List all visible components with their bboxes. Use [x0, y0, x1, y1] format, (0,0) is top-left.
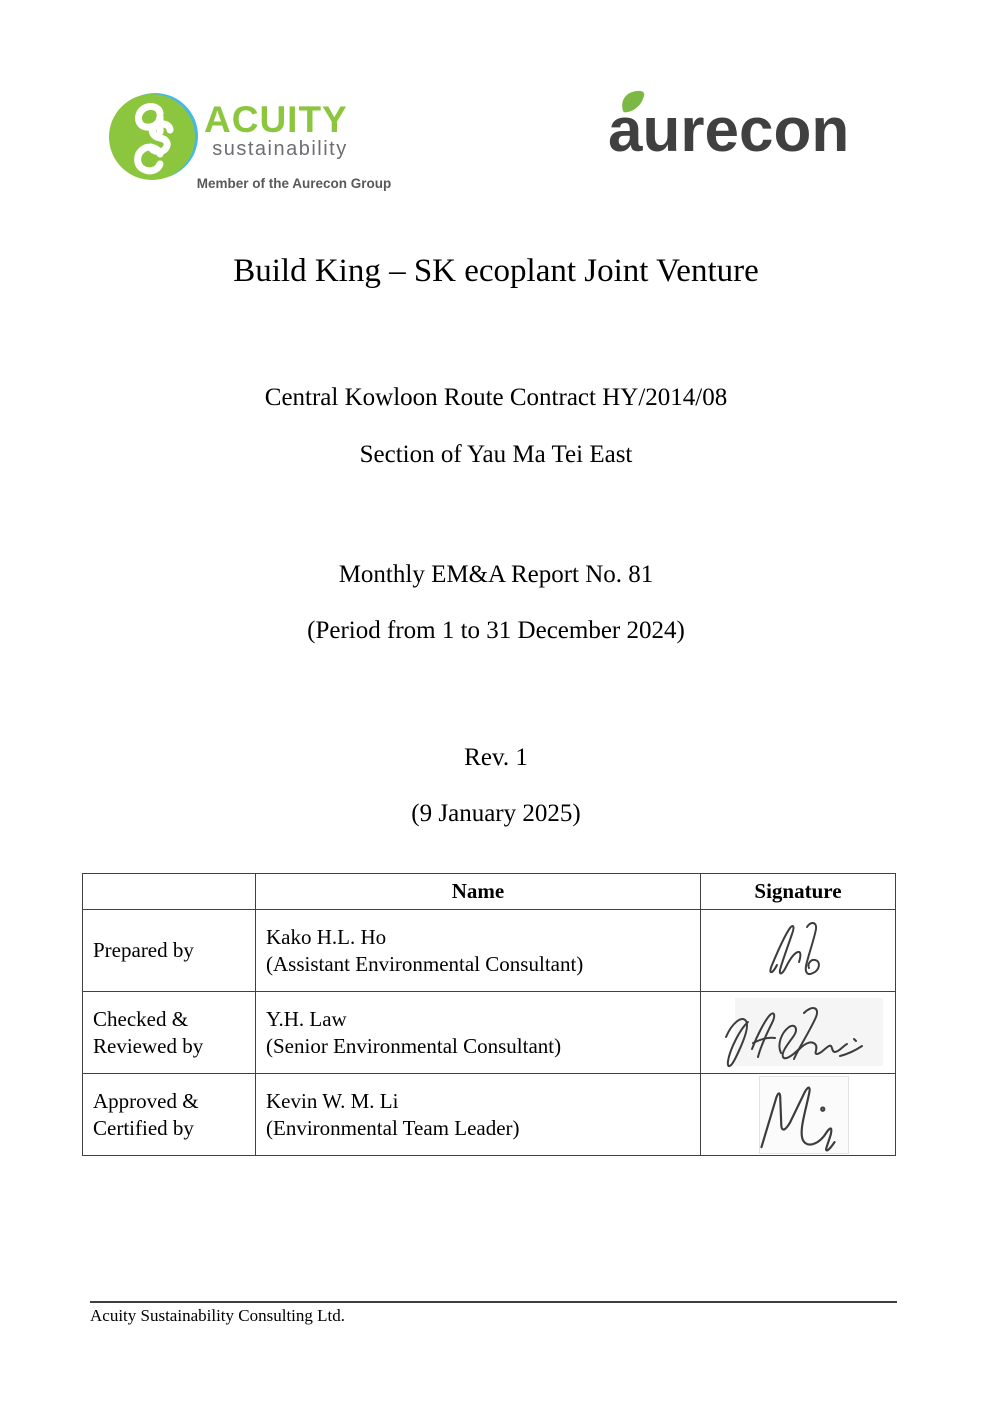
section-line: Section of Yau Ma Tei East — [359, 441, 633, 468]
table-row-role: Prepared by — [83, 910, 256, 992]
table-row-signature — [701, 1074, 896, 1156]
person-title: (Assistant Environmental Consultant) — [266, 951, 584, 976]
table-row-name — [256, 910, 701, 992]
header-cell-role — [83, 874, 256, 910]
header-cell-name: Name — [256, 874, 701, 910]
person-name: Kevin W. M. Li — [266, 1088, 399, 1113]
aurecon-logo — [608, 88, 888, 178]
acuity-brand-name: ACUITY — [204, 99, 348, 140]
table-row-role: Approved & Certified by — [83, 1074, 256, 1156]
report-number-line: Monthly EM&A Report No. 81 — [338, 561, 654, 588]
acuity-tagline: sustainability — [212, 138, 348, 160]
kako-ho-signature-icon — [763, 915, 833, 987]
issue-date-line: (9 January 2025) — [411, 800, 581, 827]
table-row-name — [256, 1074, 701, 1156]
contract-line: Central Kowloon Route Contract HY/2014/08 — [264, 384, 728, 411]
main-title: Build King – SK ecoplant Joint Venture — [233, 253, 759, 289]
period-line: (Period from 1 to 31 December 2024) — [307, 617, 685, 644]
yh-law-signature-icon — [718, 997, 878, 1069]
person-name: Y.H. Law — [266, 1006, 347, 1031]
header-cell-signature: Signature — [701, 874, 896, 910]
acuity-asc-monogram-icon — [108, 92, 198, 182]
revision-line: Rev. 1 — [464, 744, 528, 771]
person-title: (Senior Environmental Consultant) — [266, 1033, 562, 1058]
person-name: Kako H.L. Ho — [266, 924, 387, 949]
table-row-name — [256, 992, 701, 1074]
footer-company-name: Acuity Sustainability Consulting Ltd. — [90, 1306, 345, 1325]
kevin-li-signature-icon — [743, 1076, 853, 1153]
acuity-logo — [108, 92, 392, 191]
table-row-signature — [701, 910, 896, 992]
table-row-signature — [701, 992, 896, 1074]
table-row-role: Checked & Reviewed by — [83, 992, 256, 1074]
footer-divider — [90, 1301, 897, 1303]
aurecon-wordmark: aurecon — [608, 96, 850, 165]
acuity-member-line: Member of the Aurecon Group — [196, 176, 392, 191]
person-title: (Environmental Team Leader) — [266, 1115, 520, 1140]
approval-table — [82, 873, 896, 1156]
